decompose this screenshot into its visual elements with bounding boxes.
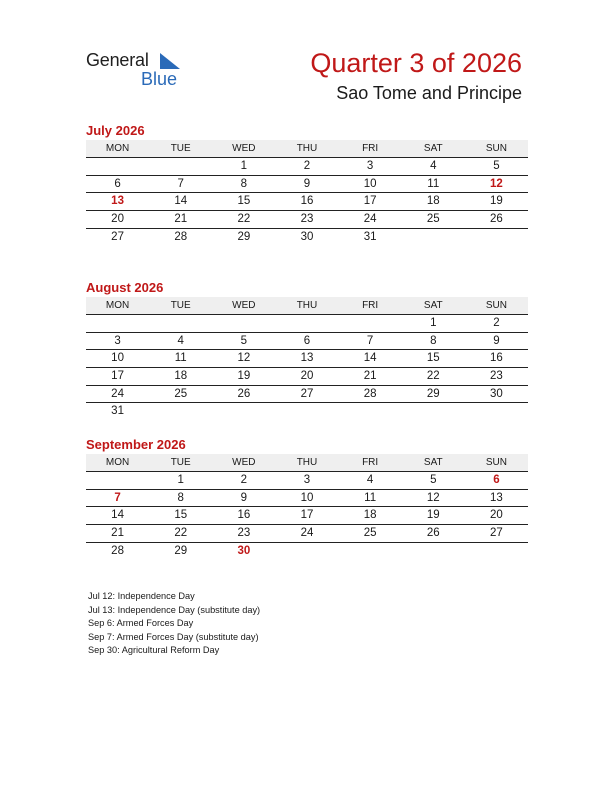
day-cell: 1 — [240, 160, 248, 172]
week-row — [86, 403, 528, 421]
day-cell: 8 — [430, 334, 437, 347]
empty-day-cell — [402, 229, 465, 247]
empty-day-cell — [465, 229, 528, 247]
empty-day-cell — [465, 543, 528, 561]
day-cell: 27 — [300, 387, 314, 400]
holiday-day-cell: 6 — [493, 474, 500, 486]
day-cell: 14 — [111, 509, 124, 522]
day-cell: 25 — [363, 527, 377, 540]
logo-flag-icon — [158, 53, 180, 69]
empty-day-cell — [339, 315, 402, 332]
day-cell: 1 — [177, 474, 184, 486]
day-cell: 20 — [111, 213, 124, 226]
week-row — [86, 543, 528, 561]
day-cell: 10 — [111, 352, 124, 365]
day-cell: 9 — [240, 491, 248, 504]
holiday-day-cell: 7 — [114, 491, 121, 504]
day-cell: 13 — [300, 352, 314, 365]
day-cell: 16 — [237, 509, 251, 522]
day-cell: 14 — [363, 352, 377, 365]
day-cell: 29 — [426, 387, 440, 400]
day-cell: 21 — [174, 213, 188, 226]
empty-day-cell — [339, 403, 402, 421]
day-cell: 3 — [366, 160, 374, 172]
week-row — [86, 211, 528, 229]
holiday-day-cell: 12 — [490, 177, 503, 190]
weekday-label: TUE — [170, 143, 191, 154]
weekday-header-row — [86, 140, 528, 158]
week-row — [86, 350, 528, 368]
day-cell: 12 — [426, 491, 440, 504]
empty-day-cell — [212, 315, 275, 332]
weekday-label: MON — [105, 300, 130, 311]
weekday-label: TUE — [170, 300, 191, 311]
day-cell: 2 — [240, 474, 248, 486]
weekday-label: FRI — [362, 143, 379, 154]
week-row — [86, 472, 528, 490]
day-cell: 31 — [111, 405, 124, 418]
day-cell: 17 — [363, 195, 377, 208]
weekday-label: SUN — [485, 143, 507, 154]
day-cell: 19 — [490, 195, 503, 208]
day-cell: 2 — [303, 160, 311, 172]
country-name: Sao Tome and Principe — [336, 83, 522, 103]
month-title: September 2026 — [86, 437, 186, 452]
day-cell: 16 — [490, 352, 503, 365]
day-cell: 22 — [237, 213, 251, 226]
month-title: August 2026 — [86, 280, 164, 295]
empty-day-cell — [149, 403, 212, 421]
empty-day-cell — [86, 315, 149, 332]
day-cell: 22 — [174, 527, 188, 540]
day-cell: 12 — [237, 352, 251, 365]
holiday-note: Sep 6: Armed Forces Day — [88, 618, 194, 628]
holiday-note: Sep 7: Armed Forces Day (substitute day) — [88, 631, 259, 642]
empty-day-cell — [402, 403, 465, 421]
day-cell: 29 — [174, 544, 188, 557]
day-cell: 27 — [111, 230, 124, 243]
day-cell: 10 — [300, 491, 314, 504]
holiday-note: Sep 30: Agricultural Reform Day — [88, 645, 220, 655]
weekday-label: SAT — [423, 143, 443, 154]
day-cell: 11 — [174, 352, 187, 365]
day-cell: 9 — [303, 177, 311, 190]
weekday-label: SUN — [485, 457, 507, 468]
weekday-header-row — [86, 454, 528, 472]
weekday-label: MON — [105, 457, 130, 468]
day-cell: 21 — [363, 370, 377, 383]
week-row — [86, 158, 528, 176]
day-cell: 28 — [111, 544, 124, 557]
day-cell: 16 — [300, 195, 314, 208]
weekday-label: THU — [296, 300, 318, 311]
day-cell: 20 — [300, 370, 314, 383]
week-row — [86, 193, 528, 211]
day-cell: 26 — [490, 213, 503, 226]
day-cell: 11 — [427, 177, 440, 190]
day-cell: 3 — [114, 334, 121, 347]
week-row — [86, 490, 528, 508]
day-cell: 26 — [237, 387, 251, 400]
day-cell: 24 — [111, 387, 124, 400]
weekday-header-row — [86, 297, 528, 315]
day-cell: 22 — [426, 370, 440, 383]
day-cell: 31 — [363, 230, 377, 243]
day-cell: 4 — [366, 474, 374, 486]
weekday-label: WED — [232, 300, 256, 311]
holiday-note: Jul 13: Independence Day (substitute day) — [88, 604, 261, 615]
empty-day-cell — [212, 403, 275, 421]
day-cell: 9 — [493, 334, 500, 347]
day-cell: 19 — [237, 370, 251, 383]
day-cell: 25 — [174, 387, 188, 400]
weekday-label: MON — [105, 143, 130, 154]
weekday-label: FRI — [362, 457, 379, 468]
week-row — [86, 525, 528, 543]
week-row — [86, 229, 528, 247]
day-cell: 21 — [111, 527, 124, 540]
day-cell: 7 — [177, 177, 184, 190]
day-cell: 5 — [493, 160, 500, 172]
weekday-label: THU — [296, 457, 318, 468]
day-cell: 13 — [490, 491, 503, 504]
day-cell: 18 — [174, 370, 188, 383]
day-cell: 23 — [490, 370, 503, 383]
weekday-label: TUE — [170, 457, 191, 468]
day-cell: 30 — [490, 387, 503, 400]
empty-day-cell — [275, 403, 338, 421]
week-row — [86, 507, 528, 525]
weekday-label: FRI — [362, 300, 379, 311]
day-cell: 1 — [430, 317, 437, 329]
day-cell: 14 — [174, 195, 188, 208]
weekday-label: SAT — [423, 457, 443, 468]
day-cell: 23 — [300, 213, 314, 226]
calendar-grid — [86, 297, 528, 421]
day-cell: 15 — [174, 509, 188, 522]
weekday-label: SAT — [423, 300, 443, 311]
calendar-grid — [86, 140, 528, 246]
month-september — [86, 436, 528, 560]
empty-day-cell — [465, 403, 528, 421]
day-cell: 11 — [364, 491, 377, 504]
day-cell: 18 — [426, 195, 440, 208]
empty-day-cell — [149, 158, 212, 175]
weekday-label: SUN — [485, 300, 507, 311]
week-row — [86, 386, 528, 404]
day-cell: 26 — [426, 527, 440, 540]
weekday-label: WED — [232, 457, 256, 468]
day-cell: 20 — [490, 509, 503, 522]
weekday-label: THU — [296, 143, 318, 154]
day-cell: 8 — [177, 491, 184, 504]
day-cell: 8 — [240, 177, 248, 190]
day-cell: 5 — [240, 334, 248, 347]
logo-text-general: General — [86, 50, 149, 70]
day-cell: 28 — [363, 387, 377, 400]
day-cell: 25 — [426, 213, 440, 226]
month-title: July 2026 — [86, 123, 145, 138]
day-cell: 30 — [300, 230, 314, 243]
day-cell: 18 — [363, 509, 377, 522]
week-row — [86, 315, 528, 333]
holiday-note: Jul 12: Independence Day — [88, 591, 195, 601]
logo-text-blue: Blue — [141, 69, 178, 89]
empty-day-cell — [275, 315, 338, 332]
day-cell: 4 — [177, 334, 184, 347]
empty-day-cell — [402, 543, 465, 561]
day-cell: 2 — [493, 317, 500, 329]
empty-day-cell — [339, 543, 402, 561]
empty-day-cell — [149, 315, 212, 332]
day-cell: 17 — [111, 370, 124, 383]
day-cell: 3 — [303, 474, 311, 486]
week-row — [86, 333, 528, 351]
day-cell: 17 — [300, 509, 314, 522]
holiday-day-cell: 30 — [237, 544, 251, 557]
month-august — [86, 279, 528, 421]
day-cell: 24 — [300, 527, 314, 540]
day-cell: 23 — [237, 527, 251, 540]
day-cell: 4 — [430, 160, 437, 172]
week-row — [86, 176, 528, 194]
day-cell: 6 — [303, 334, 311, 347]
empty-day-cell — [86, 158, 149, 175]
day-cell: 27 — [490, 527, 503, 540]
empty-day-cell — [86, 472, 149, 489]
holiday-notes — [88, 590, 260, 658]
day-cell: 24 — [363, 213, 377, 226]
empty-day-cell — [275, 543, 338, 561]
week-row — [86, 368, 528, 386]
calendar-grid — [86, 454, 528, 560]
day-cell: 28 — [174, 230, 188, 243]
month-july — [86, 122, 528, 246]
day-cell: 19 — [426, 509, 440, 522]
holiday-day-cell: 13 — [111, 195, 124, 208]
day-cell: 29 — [237, 230, 251, 243]
generalblue-logo — [86, 50, 186, 90]
day-cell: 6 — [114, 177, 121, 190]
day-cell: 15 — [237, 195, 251, 208]
page-title: Quarter 3 of 2026 — [310, 48, 522, 78]
day-cell: 7 — [366, 334, 374, 347]
day-cell: 10 — [363, 177, 377, 190]
weekday-label: WED — [232, 143, 256, 154]
day-cell: 15 — [426, 352, 440, 365]
day-cell: 5 — [430, 474, 437, 486]
